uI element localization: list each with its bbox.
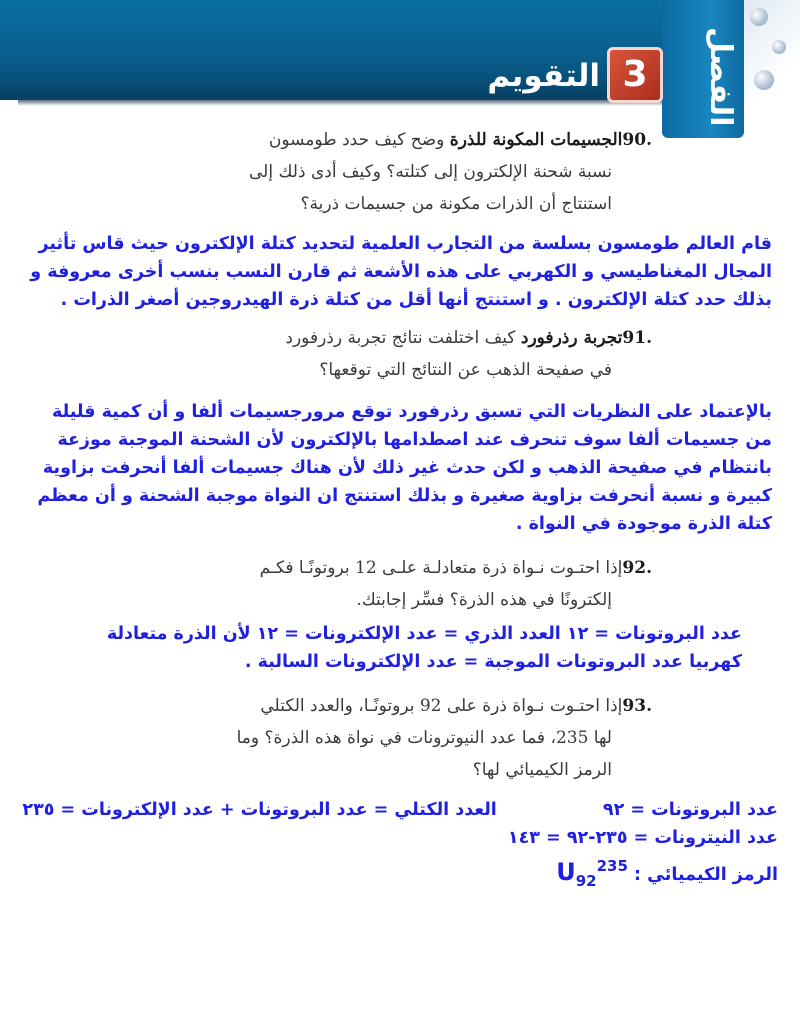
question-90-line-2: نسبة شحنة الإلكترون إلى كتلته؟ وكيف أدى ذلك إلى <box>249 162 612 182</box>
question-93-line-2: لها 235، فما عدد النيوترونات في نواة هذه الذرة؟ وما <box>236 728 612 748</box>
question-92-line-2: إلكترونًا في هذه الذرة؟ فسِّر إجابتك. <box>356 590 612 610</box>
answer-line: كتلة الذرة موجودة في النواة . <box>515 514 772 534</box>
question-91-line-1 <box>92 322 652 354</box>
header-band-shadow <box>18 98 680 106</box>
question-number: .90 <box>622 130 652 150</box>
question-text: إذا احتـوت نـواة ذرة على 92 بروتونًـا، والعدد الكتلي <box>260 696 623 716</box>
question-number: .92 <box>622 558 652 578</box>
symbol-subscript: 92 <box>575 871 597 890</box>
question-text: إذا احتـوت نـواة ذرة متعادلـة علـى 12 بروتونًـا فكـم <box>259 558 623 578</box>
molecule-decoration <box>744 0 800 108</box>
mass-number: العدد الكتلي = عدد البروتونات + عدد الإلكترونات = ٢٣٥ <box>22 800 497 820</box>
question-heading: تجربة رذرفورد <box>520 328 623 348</box>
answer-line: بذلك حدد كتلة الإلكترون . و استنتج أنها أقل من كتلة ذرة الهيدروجين أصغر الذرات . <box>60 290 772 310</box>
question-91 <box>92 322 652 386</box>
answer-line: كبيرة و نسبة أنحرفت بزاوية صغيرة و بذلك استنتج ان النواة موجبة الشحنة و أن معظم <box>37 486 772 506</box>
answer-90 <box>12 230 772 314</box>
answer-line: عدد البروتونات = ١٢ العدد الذري = عدد الإلكترونات = ١٢ لأن الذرة متعادلة <box>106 624 742 644</box>
answer-line: المجال المغناطيسي و الكهربي على هذه الأشعة ثم قارن النسب بنسب أخرى معروفة و <box>30 262 772 282</box>
chapter-word: الفصل <box>703 27 738 127</box>
answer-line: قام العالم طومسون بسلسة من التجارب العلمية لتحديد كتلة الإلكترون حيث قاس تأثير <box>38 234 772 254</box>
question-text: وضح كيف حدد طومسون <box>268 130 445 150</box>
answer-line: كهربيا عدد البروتونات الموجبة = عدد الإلكترونات السالبة . <box>244 652 742 672</box>
question-93-line-1 <box>92 690 652 722</box>
symbol-label: الرمز الكيميائي : <box>634 865 778 885</box>
answer-93-line-1 <box>8 796 778 824</box>
question-92-line-1 <box>92 552 652 584</box>
question-90-line-3: استنتاج أن الذرات مكونة من جسيمات ذرية؟ <box>300 194 612 214</box>
question-number: .91 <box>622 328 652 348</box>
question-90 <box>92 124 652 220</box>
symbol-letter: U <box>556 858 576 886</box>
question-93 <box>92 690 652 786</box>
answer-line: بانتظام في صفيحة الذهب و لكن حدث غير ذلك لأن هناك جسيمات ألفا أنحرفت بزاوية <box>42 458 772 478</box>
chemical-symbol-line <box>8 852 778 888</box>
answer-92 <box>22 620 742 676</box>
question-heading: الجسيمات المكونة للذرة <box>449 130 623 150</box>
chemical-symbol <box>556 857 628 890</box>
question-92 <box>92 552 652 616</box>
question-text: كيف اختلفت نتائج تجربة رذرفورد <box>285 328 516 348</box>
answer-line: بالإعتماد على النظريات التي تسبق رذرفورد توقع مرورجسيمات ألفا و أن كمية قليلة <box>52 402 772 422</box>
neutrons-count: عدد النيترونات = ٢٣٥-٩٢ = ١٤٣ <box>507 828 778 848</box>
question-91-line-2: في صفيحة الذهب عن النتائج التي توقعها؟ <box>319 360 612 380</box>
question-90-line-1 <box>92 124 652 156</box>
answer-91 <box>12 398 772 538</box>
question-93-line-3: الرمز الكيميائي لها؟ <box>472 760 612 780</box>
answer-line: من جسيمات ألفا سوف تنحرف عند اصطدامها بالإلكترون لأن الشحنة الموجبة موزعة <box>57 430 772 450</box>
protons-count: عدد البروتونات = ٩٢ <box>602 800 778 820</box>
symbol-superscript: 235 <box>596 857 628 875</box>
answer-93 <box>8 796 778 888</box>
question-number: .93 <box>622 696 652 716</box>
chapter-number-badge: 3 <box>607 47 663 103</box>
chapter-title: التقويم <box>487 58 600 94</box>
